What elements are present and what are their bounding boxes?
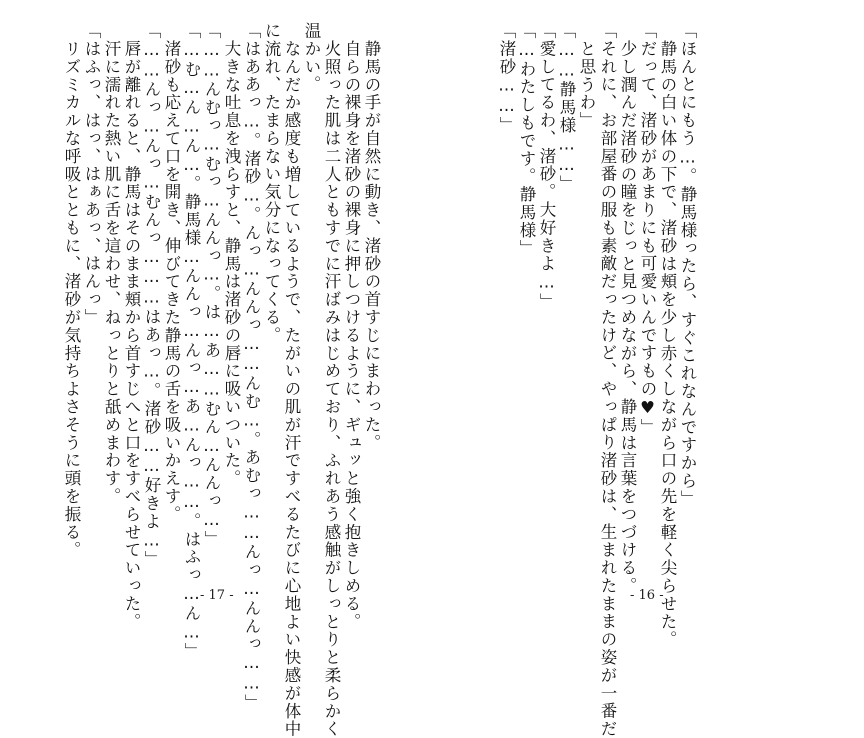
text-column: 大きな吐息を洩らすと、静馬は渚砂の唇に吸いついた。: [222, 40, 241, 488]
text-column: 「……んむっ…むっ…んんっ…。は…あ……むん…んんっ…」: [202, 22, 221, 549]
text-column: 汗に濡れた熱い肌に舌を這わせ、ねっとりと舐めまわす。: [102, 40, 121, 506]
text-column: 「愛してるわ、渚砂。大好きよ…」: [537, 22, 556, 311]
text-column: 火照った肌は二人ともすでに汗ばみはじめており、ふれあう感触がしっとりと柔らかく: [322, 40, 341, 738]
text-column: 「だって、渚砂があまりにも可愛いんですもの♥」: [638, 22, 657, 437]
text-column: 静馬の白い体の下で、渚砂は頬を少し赤くしながら口の先を軽く尖らせた。: [658, 40, 677, 649]
text-column: 「…わたしもです。静馬様」: [517, 22, 536, 258]
page-number: - 17 -: [200, 588, 234, 603]
page-number: - 16 -: [630, 588, 664, 603]
text-column: 温かい。: [302, 22, 321, 94]
text-column: 「……静馬様……」: [557, 22, 576, 194]
text-column: 「……んっ…んっ…むんっ………はあっ…。渚砂……好きよ…」: [142, 22, 161, 569]
text-column: 「それに、お部屋番の服も素敵だったけど、やっぱり渚砂は、生まれたままの姿が一番だ: [598, 22, 617, 738]
text-column: リズミカルな呼吸とともに、渚砂が気持ちよさそうに頭を振る。: [62, 40, 81, 560]
right-page: [432, 0, 864, 738]
text-column: 渚砂も応えて口を開き、伸びてきた静馬の舌を吸いかえす。: [162, 40, 181, 524]
text-column: に流れ、たまらない気分になってくる。: [262, 22, 281, 345]
text-column: 「はああっ…。渚砂…。んっ…んんっ……んむ…。あむっ……んっ…んんっ……」: [242, 22, 261, 712]
text-column: 少し潤んだ渚砂の瞳をじっと見つめながら、静馬は言葉をつづける。: [618, 40, 637, 595]
text-column: なんだか感度も増しているようで、たがいの肌が汗ですべるたびに心地よい快感が体中: [282, 40, 301, 738]
text-column: 「渚砂……」: [497, 22, 516, 135]
text-column: 「はふっ、はっ、はぁあっ、はんっ」: [82, 22, 101, 327]
text-column: 「…む…ん…ん…。静馬様…んんっ…んっ…あ…んっ……。はふっ…ん…」: [182, 22, 201, 661]
text-column: と思うわ」: [577, 40, 596, 130]
text-column: 唇が離れると、静馬はそのまま頬から首すじへと口をすべらせていった。: [122, 40, 141, 631]
text-column: 自らの裸身を渚砂の裸身に押しつけるように、ギュッと強く抱きしめる。: [342, 40, 361, 631]
text-column: 「ほんとにもう…。静馬様ったら、すぐこれなんですから」: [678, 22, 697, 508]
text-column: 静馬の手が自然に動き、渚砂の首すじにまわった。: [362, 40, 381, 452]
